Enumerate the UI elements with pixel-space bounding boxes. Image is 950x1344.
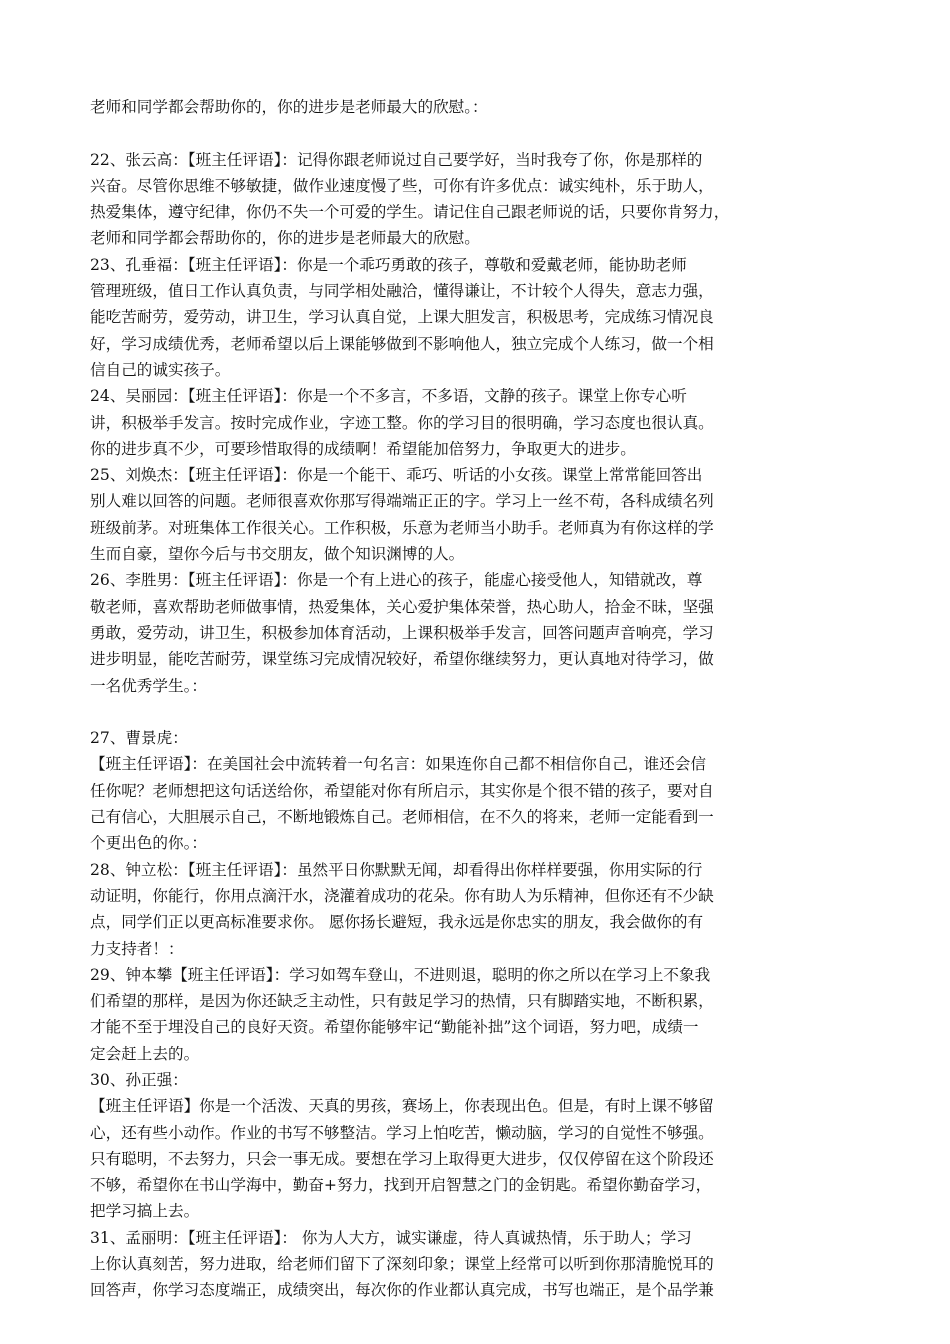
blank-line [90,120,862,146]
text-line: 老师和同学都会帮助你的，你的进步是老师最大的欣慰。 [90,229,480,248]
text-line: 上你认真刻苦，努力进取，给老师们留下了深刻印象；课堂上经常可以听到你那清脆悦耳的 [90,1255,714,1274]
text-line: 兴奋。尽管你思维不够敏捷，做作业速度慢了些，可你有许多优点：诚实纯朴，乐于助人， [90,176,714,195]
text-line: 回答声，你学习态度端正，成绩突出，每次你的作业都认真完成，书写也端正，是个品学兼 [90,1281,714,1300]
text-line: 进步明显，能吃苦耐劳，课堂练习完成情况较好，希望你继续努力，更认真地对待学习，做 [90,650,714,669]
text-line: 点，同学们正以更高标准要求你。 愿你扬长避短，我永远是你忠实的朋友，我会做你的有 [90,913,704,932]
text-line: 力支持者！： [90,939,184,958]
text-line: 好，学习成绩优秀，老师希望以后上课能够做到不影响他人，独立完成个人练习，做一个相 [90,334,714,353]
text-line: 讲，积极举手发言。按时完成作业，字迹工整。你的学习目的很明确，学习态度也很认真。 [90,413,714,432]
text-line: 27、曹景虎： [90,729,188,748]
text-line: 敬老师，喜欢帮助老师做事情，热爱集体，关心爱护集体荣誉，热心助人，拾金不昧，坚强 [90,597,714,616]
text-line: 管理班级，值日工作认真负责，与同学相处融洽，懂得谦让，不计较个人得失，意志力强， [90,282,714,301]
text-line: 热爱集体，遵守纪律，你仍不失一个可爱的学生。请记住自己跟老师说的话，只要你肯努力， [90,203,730,222]
text-line: 心，还有些小动作。作业的书写不够整洁。学习上怕吃苦，懒动脑，学习的自觉性不够强。 [90,1123,714,1142]
text-line: 生而自豪，望你今后与书交朋友，做个知识渊博的人。 [90,545,465,564]
text-line: 老师和同学都会帮助你的，你的进步是老师最大的欣慰。： [90,98,488,116]
text-line: 勇敢，爱劳动，讲卫生，积极参加体育活动，上课积极举手发言，回答问题声音响亮，学习 [90,623,714,642]
text-line: 能吃苦耐劳，爱劳动，讲卫生，学习认真自觉，上课大胆发言，积极思考，完成练习情况良 [90,308,714,327]
text-line: 你的进步真不少，可要珍惜取得的成绩啊！希望能加倍努力，争取更大的进步。 [90,439,636,458]
text-line: 信自己的诚实孩子。 [90,360,231,379]
blank-line [90,699,862,725]
text-line: 24、吴丽园：【班主任评语】：你是一个不多言，不多语，文静的孩子。课堂上你专心听 [90,387,687,406]
text-line: 25、刘焕杰：【班主任评语】：你是一个能干、乖巧、听话的小女孩。课堂上常常能回答出 [90,466,703,485]
text-line: 不够，希望你在书山学海中，勤奋+努力，找到开启智慧之门的金钥匙。希望你勤奋学习， [90,1176,712,1195]
text-line: 【班主任评语】你是一个活泼、天真的男孩，赛场上，你表现出色。但是，有时上课不够留 [90,1097,714,1116]
text-line: 22、张云高：【班主任评语】：记得你跟老师说过自己要学好，当时我夸了你，你是那样的 [90,150,703,169]
document-page [90,94,862,1304]
text-line: 23、孔垂福：【班主任评语】：你是一个乖巧勇敢的孩子，尊敬和爱戴老师，能协助老师 [90,255,687,274]
text-line: 29、钟本攀【班主任评语】：学习如驾车登山，不进则退，聪明的你之所以在学习上不象我 [90,965,711,984]
text-line: 任你呢？老师想把这句话送给你，希望能对你有所启示，其实你是个很不错的孩子，要对自 [90,781,714,800]
text-line: 动证明，你能行，你用点滴汗水，浇灌着成功的花朵。你有助人为乐精神，但你还有不少缺 [90,886,714,905]
text-line: 31、孟丽明：【班主任评语】： 你为人大方，诚实谦虚，待人真诚热情，乐于助人；学习 [90,1228,692,1247]
text-line: 己有信心，大胆展示自己，不断地锻炼自己。老师相信，在不久的将来，老师一定能看到一 [90,808,714,827]
text-line: 28、钟立松：【班主任评语】：虽然平日你默默无闻，却看得出你样样要强，你用实际的行 [90,860,703,879]
text-line: 30、孙正强： [90,1070,188,1089]
text-line: 个更出色的你。： [90,834,207,853]
text-line: 定会赶上去的。 [90,1044,200,1063]
text-line: 把学习搞上去。 [90,1202,200,1221]
text-line: 只有聪明，不去努力，只会一事无成。要想在学习上取得更大进步，仅仅停留在这个阶段还 [90,1149,714,1168]
text-line: 才能不至于埋没自己的良好天资。希望你能够牢记“勤能补拙”这个词语，努力吧，成绩一 [90,1018,699,1037]
text-line: 别人难以回答的问题。老师很喜欢你那写得端端正正的字。学习上一丝不苟，各科成绩名列 [90,492,714,511]
text-line: 【班主任评语】：在美国社会中流转着一句名言：如果连你自己都不相信你自己，谁还会信 [90,755,706,774]
text-line: 班级前茅。对班集体工作很关心。工作积极，乐意为老师当小助手。老师真为有你这样的学 [90,518,714,537]
text-line: 们希望的那样，是因为你还缺乏主动性，只有鼓足学习的热情，只有脚踏实地，不断积累， [90,992,714,1011]
text-line: 一名优秀学生。： [90,676,207,695]
text-line: 26、李胜男：【班主任评语】：你是一个有上进心的孩子，能虚心接受他人，知错就改，尊 [90,571,703,590]
